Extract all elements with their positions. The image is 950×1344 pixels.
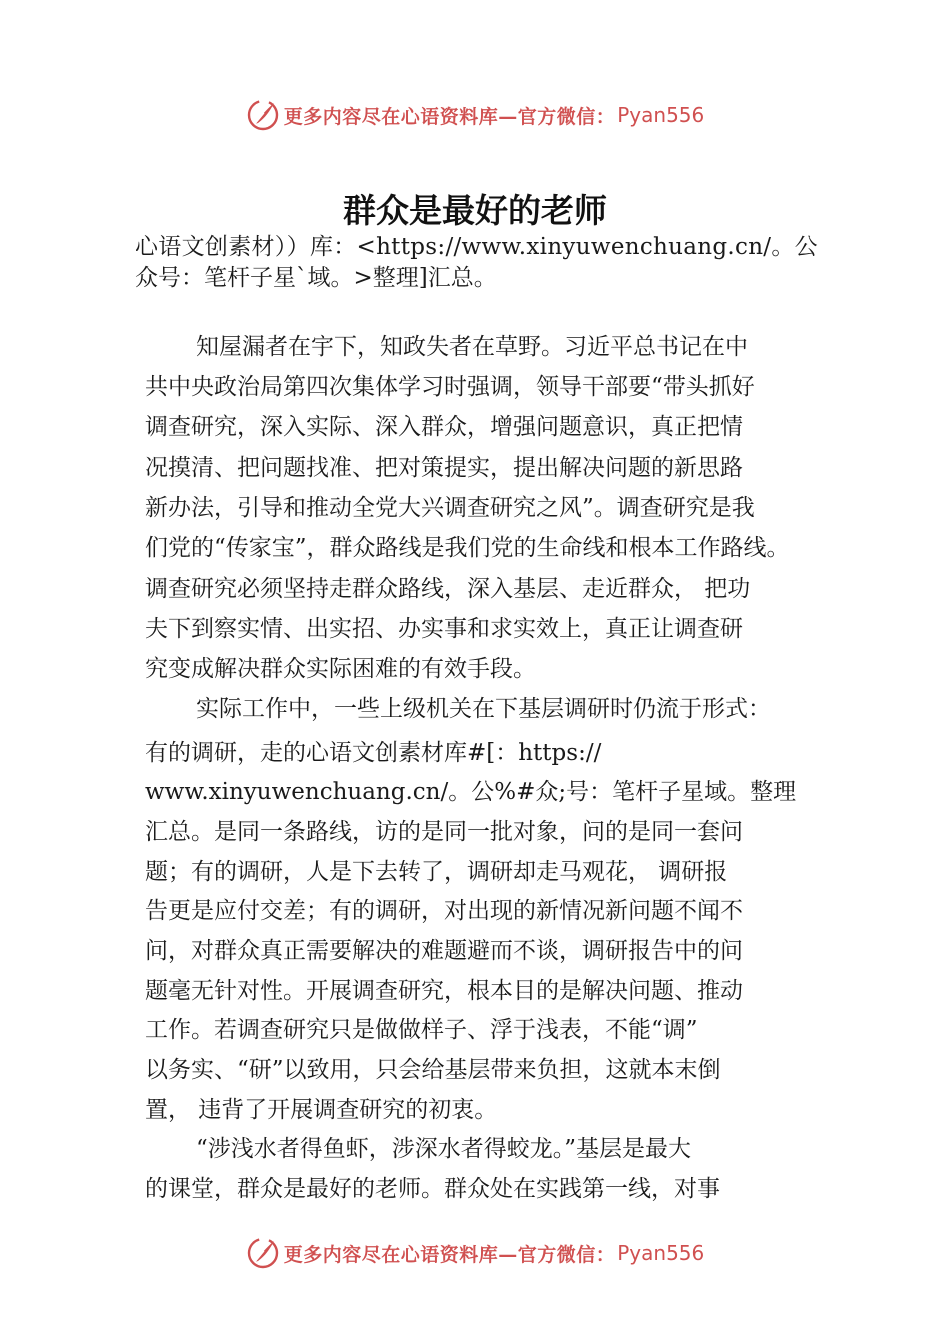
quill-logo-icon [246,98,280,132]
paragraph-1-line-5: 新办法，引导和推动全党大兴调查研究之风”。调查研究是我 [145,495,755,521]
paragraph-1-line-2: 共中央政治局第四次集体学习时强调，领导干部要“带头抓好 [145,374,755,400]
paragraph-3-line-2: 的课堂，群众是最好的老师。群众处在实践第一线，对事 [145,1176,720,1202]
paragraph-1-line-3: 调查研究，深入实际、深入群众，增强问题意识，真正把情 [145,414,743,440]
paragraph-1-line-6: 们党的“传家宝”，群众路线是我们党的生命线和根本工作路线。 [145,535,790,561]
paragraph-1-line-7: 调查研究必须坚持走群众路线，深入基层、走近群众， 把功 [145,576,751,602]
paragraph-2-line-3: www.xinyuwenchuang.cn/。公%#众;号：笔杆子星域。整理 [145,779,797,805]
paragraph-2-line-2: 有的调研，走的心语文创素材库#[：https:// [145,740,602,766]
source-line-2: 众号：笔杆子星`域。>整理]汇总。 [135,265,497,291]
paragraph-2-line-5: 题；有的调研，人是下去转了，调研却走马观花， 调研报 [145,859,728,885]
source-line-1: 心语文创素材））库：<https://www.xinyuwenchuang.cn/。公 [135,234,818,260]
paragraph-2-line-4: 汇总。是同一条路线，访的是同一批对象，问的是同一套问 [145,819,743,845]
paragraph-2-line-9: 工作。若调查研究只是做做样子、浮于浅表，不能“调” [145,1017,698,1043]
watermark-wechat-id: Pyan556 [617,103,705,127]
watermark-text: 更多内容尽在心语资料库—官方微信： [283,1243,616,1266]
watermark-banner-top [0,95,950,135]
paragraph-2-line-6: 告更是应付交差；有的调研，对出现的新情况新问题不闻不 [145,898,743,924]
paragraph-2-line-1: 实际工作中，一些上级机关在下基层调研时仍流于形式： [196,696,771,722]
paragraph-2-line-7: 问，对群众真正需要解决的难题避而不谈，调研报告中的问 [145,938,743,964]
watermark-text: 更多内容尽在心语资料库—官方微信： [283,105,616,128]
paragraph-1-line-4: 况摸清、把问题找准、把对策提实，提出解决问题的新思路 [145,455,743,481]
paragraph-3-line-1: “涉浅水者得鱼虾，涉深水者得蛟龙。”基层是最大 [196,1136,692,1162]
paragraph-1-line-8: 夫下到察实情、出实招、办实事和求实效上，真正让调查研 [145,616,743,642]
watermark-banner-bottom [0,1233,950,1273]
quill-logo-icon [246,1236,280,1270]
document-title: 群众是最好的老师 [343,191,607,230]
paragraph-2-line-8: 题毫无针对性。开展调查研究，根本目的是解决问题、推动 [145,978,743,1004]
watermark-wechat-id: Pyan556 [617,1241,705,1265]
paragraph-1-line-1: 知屋漏者在宇下，知政失者在草野。习近平总书记在中 [196,334,748,360]
paragraph-2-line-10: 以务实、“研”以致用，只会给基层带来负担，这就本末倒 [145,1057,721,1083]
paragraph-1-line-9: 究变成解决群众实际困难的有效手段。 [145,656,536,682]
paragraph-2-line-11: 置， 违背了开展调查研究的初衷。 [145,1097,498,1123]
